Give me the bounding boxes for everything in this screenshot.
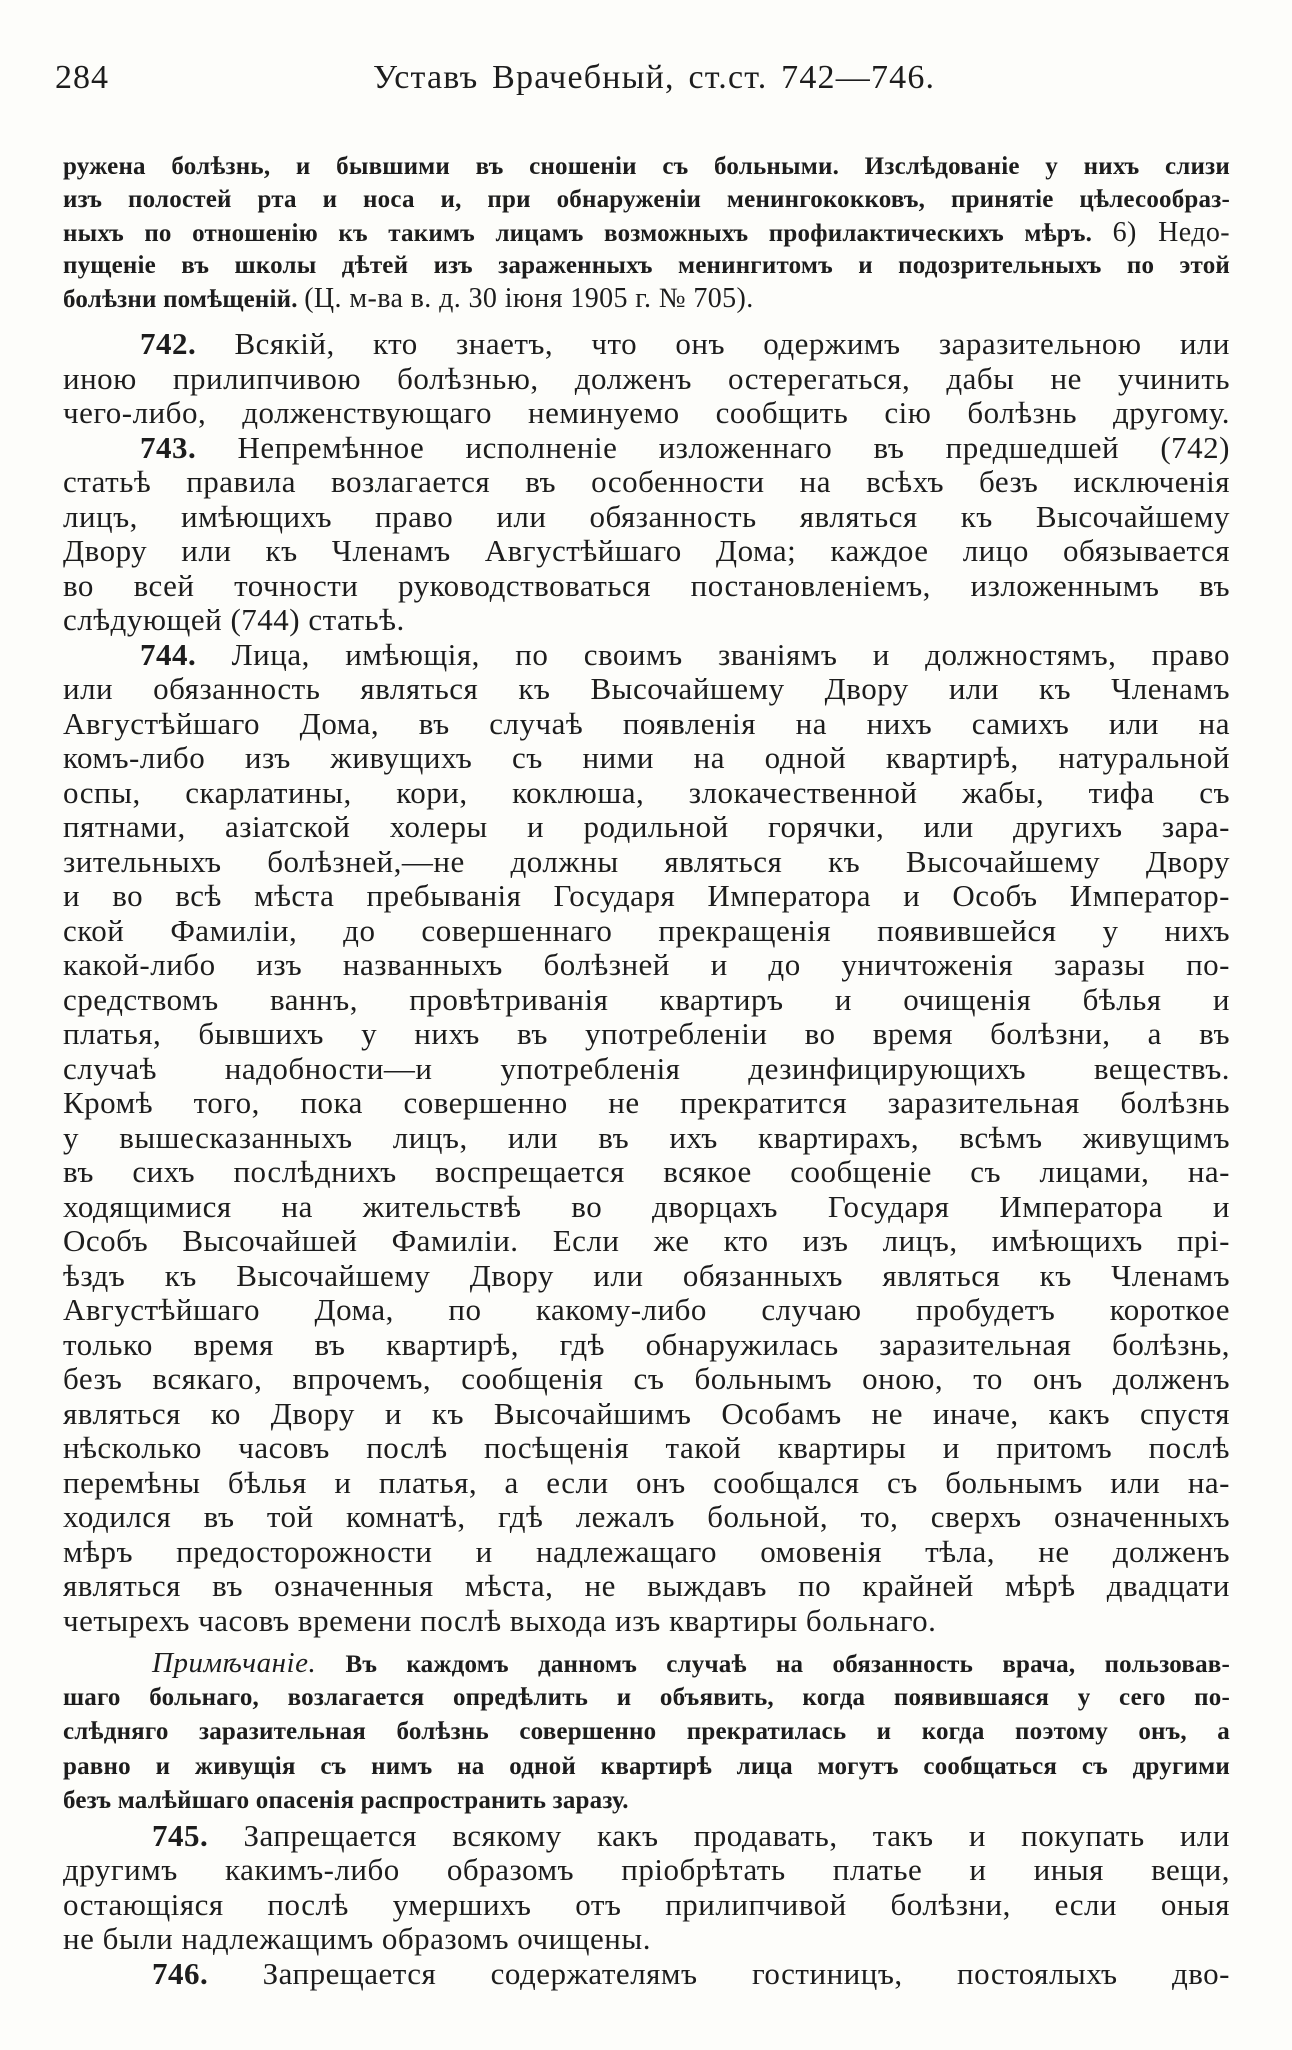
- article-number: 742.: [140, 326, 197, 361]
- article-746: [63, 1957, 1230, 1992]
- text-line: безъ малѣйшаго опасенія распространить заразу.: [63, 1787, 629, 1814]
- text-line: зительныхъ болѣзней,—не должны являться къ Высочайшему Двору: [63, 843, 1230, 879]
- text-line: перемѣны бѣлья и платья, а если онъ сообщался съ больнымъ или на-: [63, 1464, 1230, 1500]
- bold-text: ныхъ по отношенію къ такимъ лицамъ возможныхъ профилактическихъ мѣръ.: [63, 220, 1093, 247]
- text-line: остающіяся послѣ умершихъ отъ прилипчивой болѣзни, если оныя: [63, 1886, 1230, 1922]
- text-line: Кромѣ того, пока совершенно не прекратится заразительная болѣзнь: [63, 1085, 1230, 1120]
- text-line: слѣдняго заразительная болѣзнь совершенно прекратилась и когда поэтому онъ, а: [63, 1718, 1230, 1745]
- text-line: равно и живущія съ нимъ на одной квартирѣ лица могутъ сообщаться съ другими: [63, 1752, 1230, 1780]
- text-line: слѣдующей (744) статьѣ.: [63, 602, 405, 637]
- text-line: [63, 1646, 1230, 1681]
- text-line: ходился въ той комнатѣ, гдѣ лежалъ больной, то, сверхъ означенныхъ: [63, 1499, 1230, 1534]
- text-line: комъ-либо изъ живущихъ съ ними на одной квартирѣ, натуральной: [63, 740, 1230, 775]
- article-number: 746.: [152, 1955, 209, 1991]
- text-line: [63, 282, 1230, 315]
- text-line: иною прилипчивою болѣзнью, долженъ остерегаться, дабы не учинить: [63, 360, 1230, 396]
- text-line: какой-либо изъ названныхъ болѣзней и до уничтоженія заразы по-: [63, 947, 1230, 982]
- page-number: 284: [55, 59, 109, 96]
- article-744: [63, 638, 1230, 1639]
- article-number: 744.: [140, 636, 197, 672]
- note-paragraph: [63, 1646, 1230, 1819]
- text-line: [63, 183, 1230, 216]
- text-line: [63, 638, 1230, 673]
- text-line: не были надлежащимъ образомъ очищены.: [63, 1921, 651, 1956]
- article-743: [63, 431, 1230, 638]
- text-line: [63, 327, 1230, 362]
- text-line: шаго больнаго, возлагается опредѣлить и объявить, когда появившаяся у сего по-: [63, 1683, 1230, 1711]
- text-line: Августѣйшаго Дома, по какому-либо случаю пробудетъ короткое: [63, 1292, 1230, 1327]
- line-text: Запрещается содержателямъ гостиницъ, постоялыхъ дво-: [262, 1955, 1231, 1991]
- note-label: Примѣчаніе.: [152, 1647, 317, 1679]
- text-line: статьѣ правила возлагается въ особенности на всѣхъ безъ исключенія: [63, 464, 1230, 499]
- text-line: являться ко Двору и къ Высочайшимъ Особамъ не иначе, какъ спустя: [63, 1395, 1230, 1431]
- text-line: въ сихъ послѣднихъ воспрещается всякое сообщеніе съ лицами, на-: [63, 1154, 1230, 1189]
- text-line: ѣздъ къ Высочайшему Двору или обязанныхъ являться къ Членамъ: [63, 1257, 1230, 1293]
- page-header: [55, 58, 1235, 98]
- bold-text: болѣзни помѣщеній.: [63, 286, 298, 313]
- text-block: [63, 150, 1230, 1991]
- bold-text: ружена болѣзнь, и бывшими въ сношеніи съ больными. Изслѣдованіе у нихъ слизи: [63, 153, 1230, 180]
- text-line: средствомъ ваннъ, провѣтриванія квартиръ и очищенія бѣлья и: [63, 981, 1230, 1017]
- article-number: 745.: [152, 1817, 209, 1853]
- text-line: [63, 216, 1230, 249]
- text-line: платья, бывшихъ у нихъ въ употребленіи во время болѣзни, а въ: [63, 1016, 1230, 1051]
- line-text: Непремѣнное исполненіе изложеннаго въ предшедшей (742): [237, 429, 1231, 465]
- text-line: [63, 150, 1230, 183]
- line-text: Всякій, кто знаетъ, что онъ одержимъ заразительною или: [234, 326, 1230, 361]
- text-line: или обязанность являться къ Высочайшему Двору или къ Членамъ: [63, 671, 1230, 706]
- text-line: безъ всякаго, впрочемъ, сообщенія съ больнымъ оною, то онъ долженъ: [63, 1361, 1230, 1396]
- text-line: Двору или къ Членамъ Августѣйшаго Дома; каждое лицо обязывается: [63, 533, 1230, 568]
- plain-text: 6) Недо-: [1112, 217, 1230, 248]
- text-line: нѣсколько часовъ послѣ посѣщенія такой квартиры и притомъ послѣ: [63, 1430, 1230, 1465]
- text-line: случаѣ надобности—и употребленія дезинфицирующихъ веществъ.: [63, 1050, 1230, 1086]
- text-line: мѣръ предосторожности и надлежащаго омовенія тѣла, не долженъ: [63, 1533, 1230, 1569]
- text-line: [63, 249, 1230, 282]
- text-line: ской Фамиліи, до совершеннаго прекращенія появившейся у нихъ: [63, 912, 1230, 948]
- text-line: [63, 1957, 1230, 1992]
- text-line: во всей точности руководствоваться постановленіемъ, изложеннымъ въ: [63, 567, 1230, 603]
- text-line: Августѣйшаго Дома, въ случаѣ появленія на нихъ самихъ или на: [63, 705, 1230, 741]
- text-line: чего-либо, долженствующаго неминуемо сообщить сію болѣзнь другому.: [63, 395, 1230, 430]
- text-line: другимъ какимъ-либо образомъ пріобрѣтать платье и иныя вещи,: [63, 1852, 1230, 1887]
- citation-text: (Ц. м-ва в. д. 30 іюня 1905 г. № 705).: [304, 283, 754, 314]
- text-line: у вышесказанныхъ лицъ, или въ ихъ квартирахъ, всѣмъ живущимъ: [63, 1119, 1230, 1155]
- text-line: оспы, скарлатины, кори, коклюша, злокачественной жабы, тифа съ: [63, 774, 1230, 810]
- intro-paragraph: [63, 150, 1230, 315]
- line-text: Лица, имѣющія, по своимъ званіямъ и должностямъ, право: [231, 636, 1230, 672]
- text-line: являться въ означенныя мѣста, не выждавъ по крайней мѣрѣ двадцати: [63, 1568, 1230, 1603]
- article-745: [63, 1819, 1230, 1957]
- text-line: [63, 1819, 1230, 1854]
- bold-text: пущеніе въ школы дѣтей изъ зараженныхъ менингитомъ и подозрительныхъ по этой: [63, 252, 1230, 279]
- text-line: четырехъ часовъ времени послѣ выхода изъ квартиры больнаго.: [63, 1602, 937, 1638]
- text-line: только время въ квартирѣ, гдѣ обнаружилась заразительная болѣзнь,: [63, 1326, 1230, 1362]
- article-number: 743.: [140, 429, 197, 465]
- running-title: Уставъ Врачебный, ст.ст. 742—746.: [373, 59, 936, 96]
- text-line: ходящимися на жительствѣ во дворцахъ Государя Императора и: [63, 1188, 1230, 1224]
- text-line: лицъ, имѣющихъ право или обязанность являться къ Высочайшему: [63, 498, 1230, 534]
- article-742: [63, 327, 1230, 431]
- text-line: и во всѣ мѣста пребыванія Государя Императора и Особъ Император-: [63, 878, 1230, 913]
- line-text: Запрещается всякому какъ продавать, такъ и покупать или: [243, 1817, 1230, 1853]
- text-line: Особъ Высочайшей Фамиліи. Если же кто изъ лицъ, имѣющихъ прі-: [63, 1223, 1230, 1258]
- text-line: пятнами, азіатской холеры и родильной горячки, или другихъ зара-: [63, 809, 1230, 844]
- bold-text: изъ полостей рта и носа и, при обнаруженіи менингококковъ, принятіе цѣлесообраз-: [63, 186, 1230, 213]
- text-line: [63, 431, 1230, 466]
- line-text: Въ каждомъ данномъ случаѣ на обязанность врача, пользовав-: [345, 1651, 1230, 1678]
